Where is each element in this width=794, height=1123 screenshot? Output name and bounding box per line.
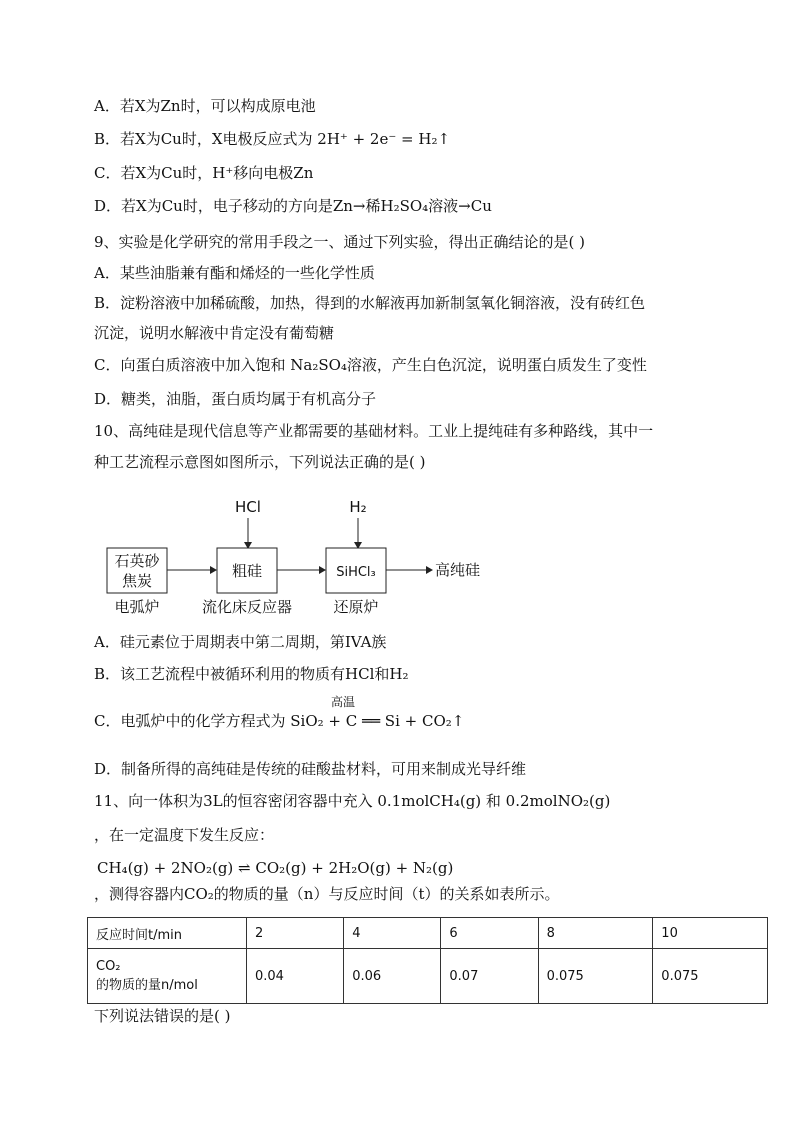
co2-amount-table [87,917,768,1004]
table-time-cell: 8 [538,918,653,949]
q8-option-c: C．若X为Cu时，H⁺移向电极Zn [94,164,314,182]
q8-option-d: D．若X为Cu时，电子移动的方向是Zn→稀H₂SO₄溶液→Cu [94,197,492,215]
q9-option-b-line2: 沉淀，说明水解液中肯定没有葡萄糖 [94,324,335,342]
q8-option-b: B．若X为Cu时，X电极反应式为 2H⁺ + 2e⁻ = H₂↑ [94,130,451,148]
q10-option-d: D．制备所得的高纯硅是传统的硅酸盐材料，可用来制成光导纤维 [94,760,527,778]
flow-arrowhead-2 [319,566,326,574]
q9-stem: 9、实验是化学研究的常用手段之一、通过下列实验，得出正确结论的是( ) [94,233,586,251]
reagent-h2: H₂ [349,498,367,516]
flow-arrowhead-3 [426,566,433,574]
box3-label: SiHCl₃ [336,565,376,580]
table-value-cell: 0.075 [538,949,653,1004]
q11-equation: CH₄(g) + 2NO₂(g) ⇌ CO₂(g) + 2H₂O(g) + N₂(g) [97,859,454,877]
q10-option-c: C．电弧炉中的化学方程式为 SiO₂ + C ══ Si + CO₂↑ [94,712,465,730]
box2-label: 粗硅 [231,562,263,580]
table-value-cell: 0.07 [441,949,538,1004]
q9-option-d: D．糖类，油脂，蛋白质均属于有机高分子 [94,390,377,408]
q11-description: ，测得容器内CO₂的物质的量（n）与反应时间（t）的关系如表所示。 [94,885,560,903]
q10-option-b: B．该工艺流程中被循环利用的物质有HCl和H₂ [94,665,409,683]
box1-line2: 焦炭 [121,572,153,590]
table-time-cell: 4 [344,918,441,949]
table-value-cell: 0.06 [344,949,441,1004]
q8-option-a: A．若X为Zn时，可以构成原电池 [94,97,316,115]
table-header-label: 反应时间t/min [88,918,247,949]
table-time-cell: 10 [653,918,768,949]
table-row-label [88,949,247,1004]
table-value-cell: 0.04 [247,949,344,1004]
reagent-hcl: HCl [235,498,261,516]
label-fluidized-bed-reactor: 流化床反应器 [201,598,293,616]
q11-stem: 11、向一体积为3L的恒容密闭容器中充入 0.1molCH₄(g) 和 0.2molNO₂(g) [94,792,611,810]
table-row-label-line2: 的物质的量n/mol [96,978,198,993]
q10-option-a: A．硅元素位于周期表中第二周期，第IVA族 [94,633,387,651]
q11-ask: 下列说法错误的是( ) [94,1007,231,1025]
q10-stem-line1: 10、高纯硅是现代信息等产业都需要的基础材料。工业上提纯硅有多种路线，其中一 [94,422,654,440]
box1-line1: 石英砂 [114,552,160,570]
q9-option-c: C．向蛋白质溶液中加入饱和 Na₂SO₄溶液，产生白色沉淀，说明蛋白质发生了变性 [94,356,647,374]
q11-condition: ，在一定温度下发生反应： [94,826,275,844]
q10-option-c-condition: 高温 [331,695,356,709]
silicon-process-flow-diagram [100,492,520,622]
label-reduction-furnace: 还原炉 [333,598,379,616]
q9-option-b-line1: B．淀粉溶液中加稀硫酸，加热，得到的水解液再加新制氢氧化铜溶液，没有砖红色 [94,294,646,312]
flow-arrowhead-1 [210,566,217,574]
q10-stem-line2: 种工艺流程示意图如图所示，下列说法正确的是( ) [94,453,426,471]
table-value-cell: 0.075 [653,949,768,1004]
product-label: 高纯硅 [435,561,481,579]
table-time-cell: 2 [247,918,344,949]
q9-option-a: A．某些油脂兼有酯和烯烃的一些化学性质 [94,264,375,282]
table-header-row [88,918,768,949]
table-time-cell: 6 [441,918,538,949]
table-row-label-line1: CO₂ [96,959,121,974]
table-data-row [88,949,768,1004]
label-electric-arc-furnace: 电弧炉 [114,598,160,616]
